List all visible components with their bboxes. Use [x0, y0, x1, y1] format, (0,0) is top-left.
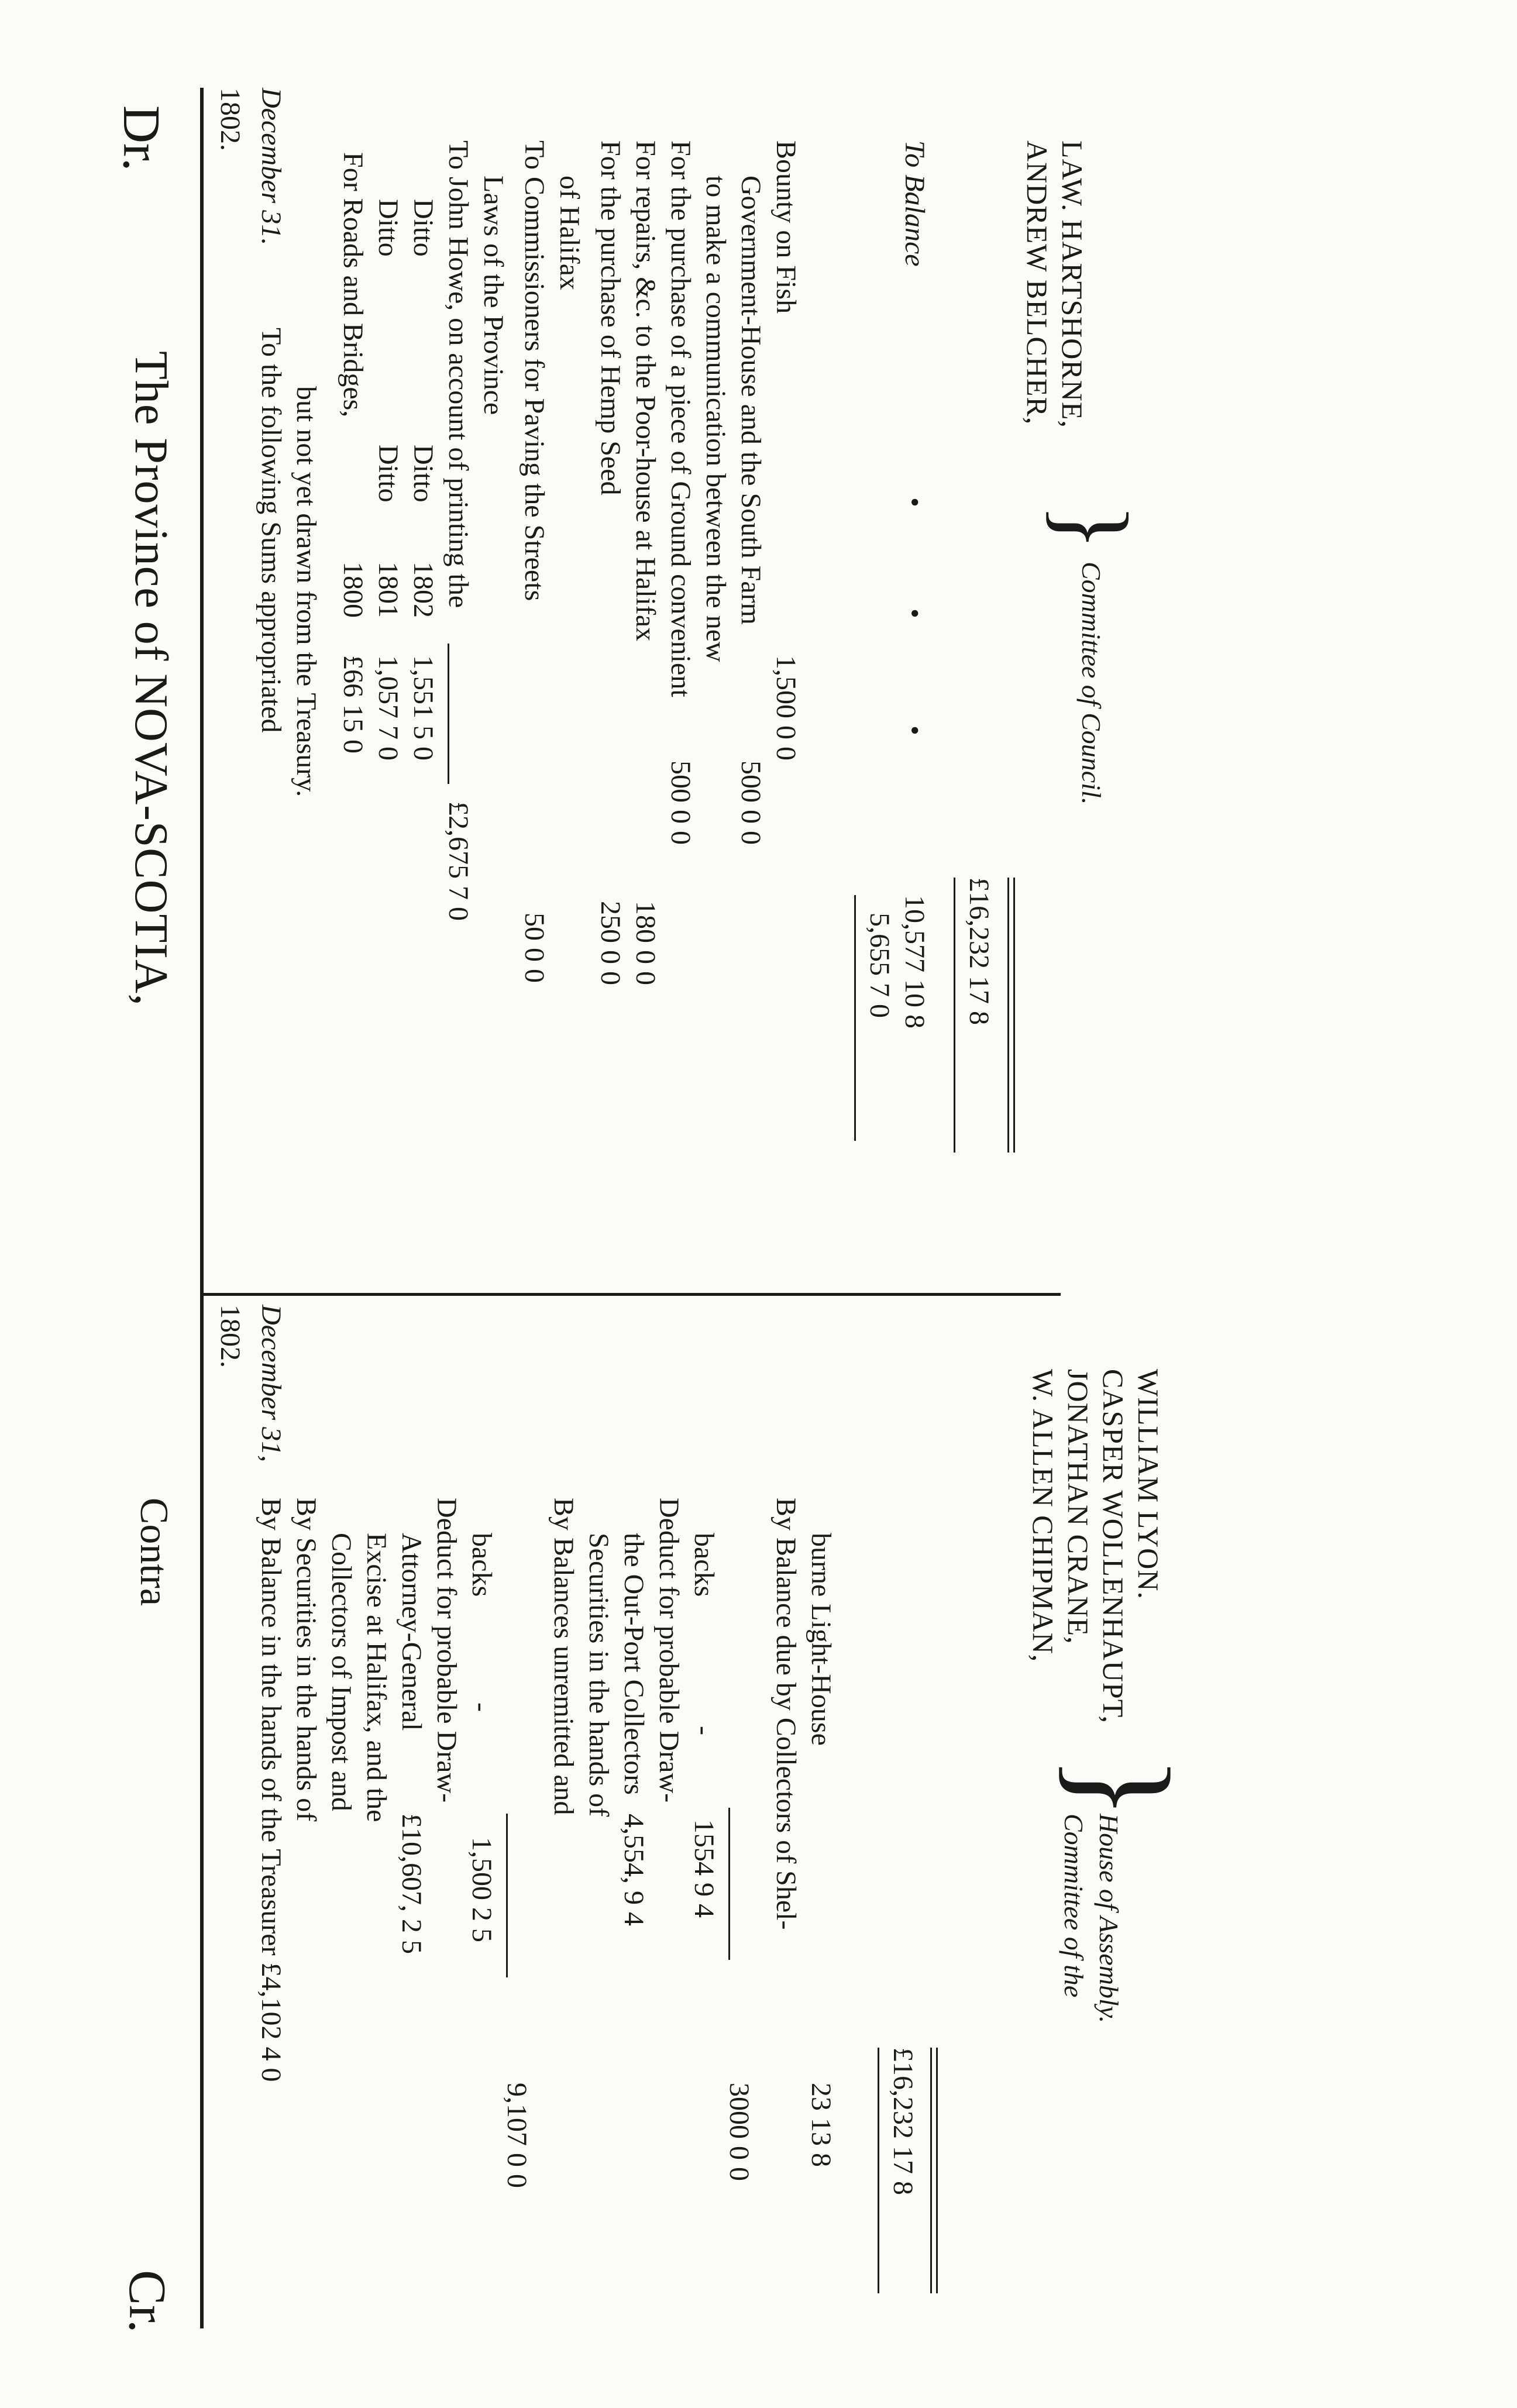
hemp-amount: 250 0 0: [595, 901, 626, 985]
commissioners-amount: 50 0 0: [519, 913, 550, 983]
poor-house-amount: 180 0 0: [630, 901, 661, 985]
credit-line-6: Deduct for probable Draw-: [431, 1498, 462, 1803]
leader-dot-2: •: [899, 608, 930, 618]
debit-balance-amount: 10,577 10 8: [899, 895, 930, 1028]
assembly-brace: }: [1048, 1755, 1197, 1820]
roads-amount-1802: 1,551 5 0: [408, 655, 439, 761]
commissioners-line-2: of Halifax: [554, 176, 585, 290]
credit-total-rule-top: [878, 2048, 879, 2293]
credit-line-13: By Balance due by Collectors of Shel-: [770, 1498, 802, 1930]
debit-total-rule-bottom-2: [1013, 878, 1015, 1153]
leader-dot-1: •: [899, 497, 930, 507]
signature-hartshorne: LAW. HARTSHORNE,: [1056, 140, 1089, 428]
credit-line-8: By Balances unremitted and: [548, 1498, 579, 1815]
credit-total-rule-bottom-1: [930, 2048, 932, 2293]
roads-label-1800: For Roads and Bridges,: [338, 152, 369, 418]
signature-lyon: WILLIAM LYON.: [1132, 1369, 1165, 1600]
leader-dot-5: -: [689, 1726, 720, 1735]
debit-total-rule-top: [954, 878, 955, 1153]
page-title: The Province of NOVA-SCOTIA,: [125, 351, 177, 1006]
signature-belcher: ANDREW BELCHER,: [1021, 140, 1054, 425]
credit-total: £16,232 17 8: [888, 2048, 919, 2195]
roads-subtotal-rule: [448, 644, 449, 784]
dr-label: Dr.: [112, 105, 170, 171]
debit-date: December 31.: [256, 88, 287, 246]
leader-dot-3: •: [899, 725, 930, 735]
leader-dot-4: -: [466, 1702, 497, 1712]
roads-label-1802: Ditto: [408, 199, 439, 257]
credit-total-rule-bottom-2: [936, 2048, 938, 2293]
credit-line-12: backs: [689, 1533, 720, 1597]
ground-amount-b: 500 0 0: [735, 761, 766, 845]
howe-line-2: Laws of the Province: [478, 176, 509, 415]
ground-line-2: to make a communication between the new: [700, 176, 731, 662]
credit-line-7: backs: [466, 1533, 497, 1597]
hemp-line: For the purchase of Hemp Seed: [595, 140, 626, 496]
roads-total-amount: £2,675 7 0: [443, 801, 474, 921]
debit-intro-1: To the following Sums appropriated: [256, 328, 287, 733]
roads-year-1801: 1801: [373, 562, 404, 618]
roads-amount-1801: 1,057 7 0: [373, 655, 404, 761]
credit-line-10: the Out-Port Collectors: [618, 1533, 649, 1795]
credit-line-7-net: 9,107 0 0: [501, 2083, 532, 2188]
howe-line-1: To John Howe, on account of printing the: [443, 140, 474, 608]
council-committee-label: Committee of Council.: [1076, 562, 1106, 805]
fish-amount: 1,500 0 0: [770, 655, 802, 761]
roads-year-1802: 1802: [408, 562, 439, 618]
credit-line-7-amount: 1,500 2 5: [466, 1837, 497, 1942]
assembly-committee-label-2: House of Assembly.: [1094, 1814, 1124, 2024]
roads-year-1800: 1800: [338, 562, 369, 618]
signature-crane: JONATHAN CRANE,: [1062, 1369, 1095, 1645]
assembly-committee-label-1: Committee of the: [1059, 1814, 1089, 1998]
debit-subtotal: 5,655 7 0: [864, 913, 895, 1018]
credit-year: 1802.: [215, 1305, 246, 1368]
credit-line-9: Securities in the hands of: [583, 1533, 614, 1817]
debit-total: £16,232 17 8: [964, 878, 995, 1025]
debit-intro-2: but not yet drawn from the Treasury.: [291, 386, 322, 797]
cr-label: Cr.: [118, 2270, 176, 2333]
roads-ditto-1802: Ditto: [408, 445, 439, 503]
commissioners-line-1: To Commissioners for Paving the Streets: [519, 140, 550, 601]
credit-line-12-amount: 1554 9 4: [689, 1819, 720, 1918]
credit-line-4: Excise at Halifax, and the: [361, 1533, 392, 1822]
credit-line-14-amount: 23 13 8: [806, 2083, 837, 2167]
debit-year: 1802.: [215, 88, 246, 151]
credit-rule-2: [728, 1808, 730, 1960]
center-divider: [204, 1293, 1061, 1296]
signature-chipman: W. ALLEN CHIPMAN,: [1027, 1369, 1060, 1663]
signature-wollenhaupt: CASPER WOLLENHAUPT,: [1097, 1369, 1130, 1724]
fish-line: Bounty on Fish: [770, 140, 802, 314]
ground-line-3: Government-House and the South Farm: [735, 176, 766, 625]
credit-line-12-net: 3000 0 0: [724, 2083, 755, 2181]
credit-line-2: By Securities in the hands of: [291, 1498, 322, 1822]
contra-label: Contra: [132, 1498, 177, 1607]
roads-ditto-1801: Ditto: [373, 445, 404, 503]
ground-amount-a: 500 0 0: [665, 761, 696, 845]
poor-house-line: For repairs, &c. to the Poor-house at Halifax: [630, 140, 661, 642]
debit-total-rule-bottom-1: [1007, 878, 1009, 1153]
credit-line-5: Attorney-General: [396, 1533, 427, 1731]
credit-line-10-amount: 4,554, 9 4: [618, 1814, 649, 1926]
credit-date: December 31,: [256, 1305, 287, 1463]
credit-line-3: Collectors of Impost and: [326, 1533, 357, 1811]
credit-rule-1: [506, 1814, 508, 1977]
credit-line-11: Deduct for probable Draw-: [653, 1498, 684, 1803]
ground-line-1: For the purchase of a piece of Ground convenient: [665, 140, 696, 697]
credit-line-14: burne Light-House: [806, 1533, 837, 1746]
debit-subtotal-rule: [854, 895, 856, 1141]
credit-line-1: By Balance in the hands of the Treasurer £4,102 4 0: [256, 1498, 287, 2082]
header-rule: [200, 88, 204, 2328]
debit-balance-label: To Balance: [899, 140, 930, 267]
roads-amount-1800: £66 15 0: [338, 655, 369, 754]
council-brace: }: [1038, 503, 1148, 551]
roads-label-1801: Ditto: [373, 199, 404, 257]
credit-line-5-amount: £10,607, 2 5: [396, 1814, 427, 1954]
